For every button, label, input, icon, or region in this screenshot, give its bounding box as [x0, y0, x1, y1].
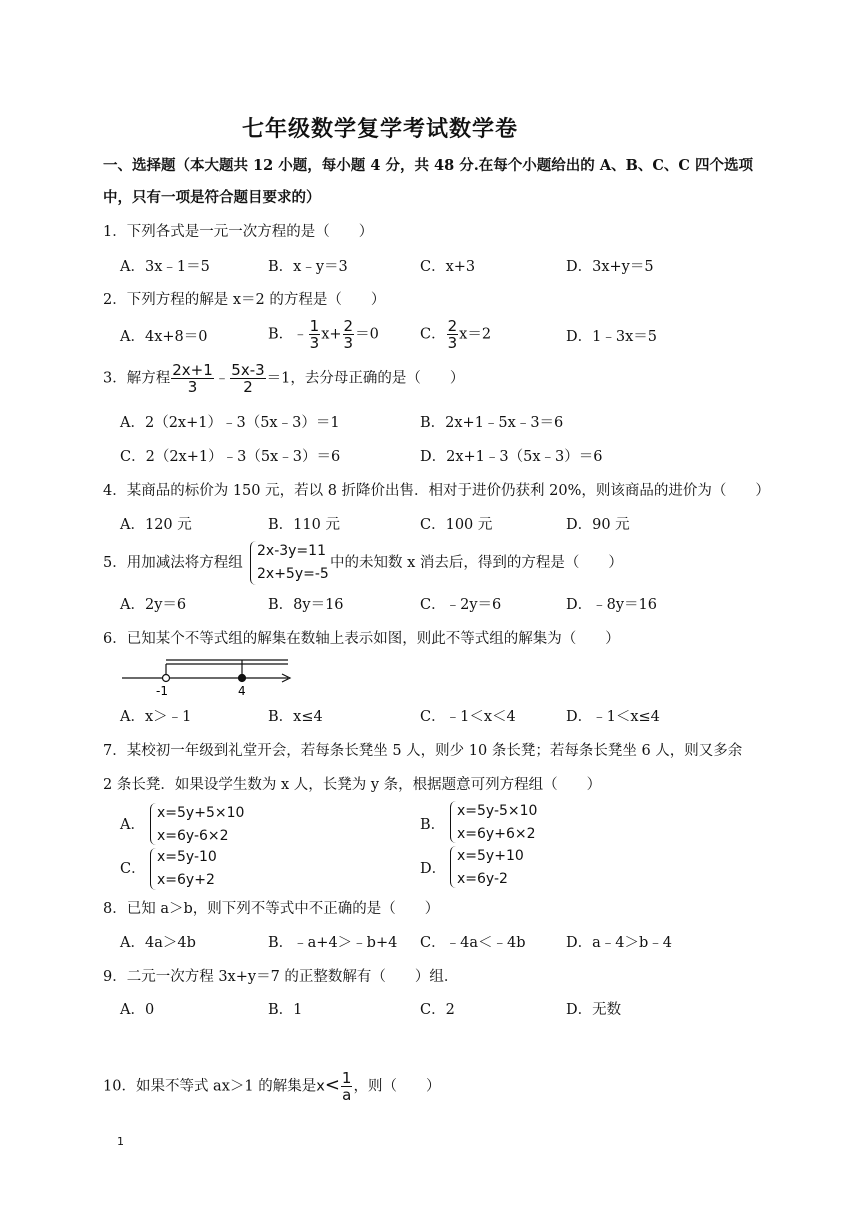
q7-d-eq1: x=5y+10: [457, 848, 524, 864]
fraction: $\frac{2}{3}$: [343, 317, 354, 352]
q5-stem-pre: 5．用加减法将方程组: [103, 555, 243, 571]
q8-option-c: C．﹣4a＜﹣4b: [420, 935, 526, 951]
q3-option-d: D．2x+1﹣3（5x﹣3）＝6: [420, 449, 603, 465]
open-point: [163, 675, 170, 682]
q7-d-eq2: x=6y-2: [457, 871, 508, 887]
q7-option-a: A．: [120, 817, 145, 833]
system-brace: [450, 846, 457, 888]
q5-option-c: C．﹣2y＝6: [420, 597, 502, 613]
system-brace: [150, 848, 157, 890]
q9-option-b: B．1: [268, 1002, 303, 1018]
tick-label-minus1: -1: [156, 684, 168, 698]
q2-option-a: A．4x+8＝0: [120, 329, 208, 345]
q7-c-eq1: x=5y-10: [157, 849, 217, 865]
q7-option-d: D．: [420, 861, 447, 877]
q3-option-a: A．2（2x+1）﹣3（5x﹣3）＝1: [120, 415, 340, 431]
page-title: 七年级数学复学考试数学卷: [241, 116, 518, 142]
q1-option-c: C．x+3: [420, 259, 476, 275]
q7-c-eq2: x=6y+2: [157, 872, 215, 888]
q5-equation-2: 2x+5y=-5: [257, 566, 329, 582]
q2-option-c: C． $\frac{2}{3}$ x＝2: [420, 317, 492, 352]
q5-option-d: D．﹣8y＝16: [566, 597, 657, 613]
q4-option-b: B．110 元: [268, 517, 340, 533]
q7-stem-line1: 7．某校初一年级到礼堂开会，若每条长凳坐 5 人，则少 10 条长凳；若每条长凳坐 6 人，则又多余: [103, 743, 743, 759]
fraction: $\frac{2}{3}$: [447, 317, 458, 352]
q9-stem: 9．二元一次方程 3x+y＝7 的正整数解有（ ）组．: [103, 969, 459, 985]
q9-option-c: C．2: [420, 1002, 455, 1018]
q5-option-a: A．2y＝6: [120, 597, 187, 613]
q4-option-c: C．100 元: [420, 517, 493, 533]
q2-option-b: B．﹣ $\frac{1}{3}$ x+ $\frac{2}{3}$ ＝0: [268, 317, 379, 352]
fraction: $\frac{2x+1}{3}$: [172, 361, 213, 396]
q6-option-b: B．x≤4: [268, 709, 323, 725]
fraction: $\frac{5x-3}{2}$: [231, 361, 265, 396]
tick-label-4: 4: [238, 684, 246, 698]
closed-point: [239, 675, 246, 682]
q2-option-d: D．1﹣3x＝5: [566, 329, 657, 345]
q1-option-a: A．3x﹣1＝5: [120, 259, 210, 275]
page-number: 1: [117, 1135, 124, 1148]
q4-option-d: D．90 元: [566, 517, 630, 533]
q7-stem-line2: 2 条长凳．如果设学生数为 x 人，长凳为 y 条，根据题意可列方程组（ ）: [103, 777, 602, 793]
q10-stem: 10．如果不等式 ax＞1 的解集是x< $\frac{1}{a}$ ，则（ ）: [103, 1069, 441, 1104]
q8-option-a: A．4a＞4b: [120, 935, 196, 951]
q6-option-a: A．x＞﹣1: [120, 709, 192, 725]
q8-option-b: B．﹣a+4＞﹣b+4: [268, 935, 398, 951]
fraction: $\frac{1}{3}$: [309, 317, 320, 352]
q2-stem: 2．下列方程的解是 x＝2 的方程是（ ）: [103, 292, 386, 308]
q6-option-d: D．﹣1＜x≤4: [566, 709, 660, 725]
q3-option-b: B．2x+1﹣5x﹣3＝6: [420, 415, 564, 431]
q1-stem: 1．下列各式是一元一次方程的是（ ）: [103, 224, 374, 240]
q1-option-d: D．3x+y＝5: [566, 259, 654, 275]
q9-option-a: A．0: [120, 1002, 155, 1018]
q7-a-eq2: x=6y-6×2: [157, 828, 229, 844]
q6-stem: 6．已知某个不等式组的解集在数轴上表示如图，则此不等式组的解集为（ ）: [103, 631, 620, 647]
q4-stem: 4．某商品的标价为 150 元，若以 8 折降价出售．相对于进价仍获利 20%，则该商品的进价为（ ）: [103, 483, 770, 499]
q8-option-d: D．a﹣4＞b﹣4: [566, 935, 673, 951]
q1-option-b: B．x﹣y＝3: [268, 259, 348, 275]
system-brace: [450, 801, 457, 843]
fraction: $\frac{1}{a}$: [341, 1069, 352, 1104]
q3-option-c: C．2（2x+1）﹣3（5x﹣3）＝6: [120, 449, 341, 465]
q9-option-d: D．无数: [566, 1002, 622, 1018]
q3-stem: 3．解方程 $\frac{2x+1}{3}$ ﹣ $\frac{5x-3}{2}$ ＝1，去分母正确的是（ ）: [103, 361, 465, 396]
section-header-line1: 一、选择题（本大题共 12 小题，每小题 4 分，共 48 分.在每个小题给出的 A、B、C、C 四个选项: [103, 157, 753, 174]
q7-b-eq2: x=6y+6×2: [457, 826, 536, 842]
q5-equation-1: 2x-3y=11: [257, 543, 326, 559]
q7-a-eq1: x=5y+5×10: [157, 805, 245, 821]
q7-option-c: C．: [120, 861, 146, 877]
number-line-figure: [118, 656, 298, 698]
q7-option-b: B．: [420, 817, 446, 833]
q5-stem-post: 中的未知数 x 消去后，得到的方程是（ ）: [330, 555, 623, 571]
q7-b-eq1: x=5y-5×10: [457, 803, 538, 819]
section-header-line2: 中，只有一项是符合题目要求的）: [103, 189, 321, 206]
q8-stem: 8．已知 a＞b，则下列不等式中不正确的是（ ）: [103, 901, 440, 917]
q4-option-a: A．120 元: [120, 517, 192, 533]
system-brace: [250, 541, 257, 585]
q6-option-c: C．﹣1＜x＜4: [420, 709, 516, 725]
q5-option-b: B．8y＝16: [268, 597, 344, 613]
system-brace: [150, 803, 157, 845]
